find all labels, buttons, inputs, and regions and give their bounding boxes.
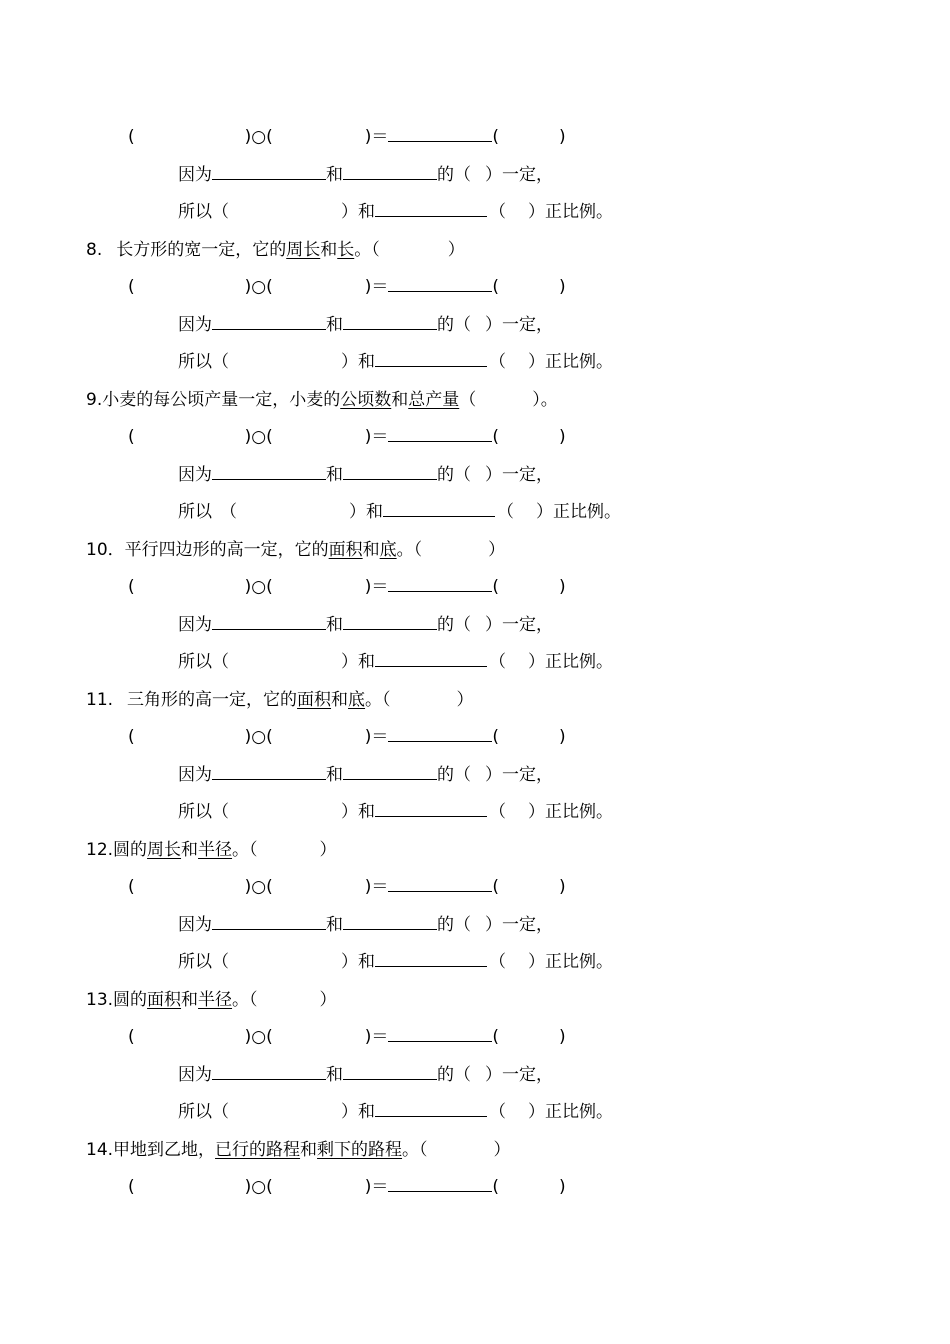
paren-open: ( [266,877,273,897]
because-label: 因为 [178,915,212,935]
paren-open: （ [489,352,506,372]
paren-open: ( [492,277,500,297]
answer-blank[interactable] [388,125,492,142]
question-12 [86,838,337,862]
paren-open: ( [128,127,135,147]
paren-close: ) [559,277,566,297]
paren-close: ） [485,1065,502,1085]
fixed-label: 一定， [502,465,553,485]
and-label: 和 [326,615,343,635]
underlined-term: 底 [348,690,366,710]
question-text: ） [319,990,337,1010]
so-label: 所以 [178,802,212,822]
so-label: 所以 [178,652,212,672]
underlined-term: 面积 [328,540,363,560]
paren-open: （ [212,952,229,972]
question-number: 13. [86,990,114,1010]
answer-blank[interactable] [212,763,326,780]
question-text: 和 [362,540,380,560]
question-number: 12. [86,840,114,860]
question-number: 11. [86,690,114,710]
paren-open: （ [212,352,229,372]
paren-close: ) [559,1027,566,1047]
equals-sign: ＝ [371,1177,389,1197]
answer-blank[interactable] [343,163,437,180]
paren-open: （ [489,202,506,222]
answer-blank[interactable] [375,1100,487,1117]
question-text: 。（ [232,990,258,1010]
question-text: 甲地到乙地， [113,1140,216,1160]
proportion-label: 正比例。 [545,952,613,972]
equation-row [128,575,566,599]
question-text: 三角形的高一定，它的 [127,690,298,710]
paren-close: ） [485,465,502,485]
equation-row [128,1025,566,1049]
underlined-term: 面积 [147,990,182,1010]
question-text: 。（ [396,540,423,560]
paren-close: ) [559,727,566,747]
equation-row [128,275,566,299]
paren-close: ） [341,352,358,372]
paren-close: ） [528,952,545,972]
question-number: 8. [86,240,103,260]
paren-open: ( [128,727,135,747]
equals-sign: ＝ [371,427,389,447]
proportion-label: 正比例。 [545,352,613,372]
paren-close: ） [528,802,545,822]
de-label: 的 [437,465,454,485]
equation-row [128,125,566,149]
paren-close: ) [559,427,566,447]
paren-close: ) [364,1177,372,1197]
underlined-term: 已行的路程 [215,1140,301,1160]
and-label: 和 [326,765,343,785]
paren-close: ） [528,652,545,672]
answer-blank[interactable] [375,800,487,817]
so-label: 所以 [178,202,212,222]
because-label: 因为 [178,615,212,635]
answer-blank[interactable] [343,313,437,330]
paren-open: （ [212,802,229,822]
paren-close: ) [364,127,372,147]
answer-blank[interactable] [343,613,437,630]
and-label: 和 [358,352,375,372]
proportion-label: 正比例。 [553,502,621,522]
paren-close: ） [341,952,358,972]
so-row [178,800,613,824]
equals-sign: ＝ [371,127,389,147]
de-label: 的 [437,915,454,935]
paren-close: ) [244,877,252,897]
equals-sign: ＝ [371,727,389,747]
paren-open: ( [266,127,273,147]
paren-open: （ [212,652,229,672]
paren-open: ( [128,427,135,447]
paren-close: ） [485,915,502,935]
answer-blank[interactable] [343,913,437,930]
question-text: 和 [181,840,199,860]
because-label: 因为 [178,315,212,335]
paren-open: （ [220,502,237,522]
question-text: ） [319,840,337,860]
de-label: 的 [437,1065,454,1085]
answer-blank[interactable] [212,613,326,630]
so-row [178,950,613,974]
question-text: ） [447,240,465,260]
and-label: 和 [366,502,383,522]
answer-blank[interactable] [375,200,487,217]
question-text: ）。 [532,390,558,410]
because-label: 因为 [178,465,212,485]
question-number: 9. [86,390,103,410]
underlined-term: 半径 [198,840,233,860]
underlined-term: 总产量 [408,390,460,410]
paren-close: ） [536,502,553,522]
question-14 [86,1138,511,1162]
question-text: 。（ [402,1140,428,1160]
de-label: 的 [437,615,454,635]
underlined-term: 半径 [198,990,233,1010]
and-label: 和 [358,202,375,222]
paren-open: （ [489,802,506,822]
paren-close: ) [364,727,372,747]
de-label: 的 [437,315,454,335]
paren-open: （ [489,952,506,972]
so-row [178,500,621,524]
paren-close: ） [485,315,502,335]
fixed-label: 一定， [502,765,553,785]
question-text: 。（ [354,240,380,260]
answer-blank[interactable] [388,1175,492,1192]
equals-sign: ＝ [371,577,389,597]
question-10 [86,538,505,562]
paren-open: （ [497,502,514,522]
paren-close: ) [559,577,566,597]
because-row [178,763,553,787]
paren-open: ( [492,1177,500,1197]
question-number: 10． [86,540,125,560]
and-label: 和 [358,802,375,822]
paren-close: ) [559,877,566,897]
de-label: 的 [437,165,454,185]
because-row [178,313,553,337]
fixed-label: 一定， [502,315,553,335]
paren-open: ( [266,727,273,747]
answer-blank[interactable] [343,1063,437,1080]
so-row [178,650,613,674]
question-text: 小麦的每公顷产量一定，小麦的 [102,390,341,410]
because-label: 因为 [178,765,212,785]
so-label: 所以 [178,1102,212,1122]
answer-blank[interactable] [388,275,492,292]
because-row [178,463,553,487]
equation-row [128,875,566,899]
paren-close: ） [349,502,366,522]
so-row [178,350,613,374]
paren-close: ) [244,1177,252,1197]
paren-close: ) [364,427,372,447]
paren-close: ) [244,127,252,147]
equals-sign: ＝ [371,277,389,297]
answer-blank[interactable] [212,313,326,330]
paren-close: ) [244,727,252,747]
paren-open: （ [454,1065,471,1085]
underlined-term: 公顷数 [340,390,392,410]
answer-blank[interactable] [388,575,492,592]
paren-close: ） [528,202,545,222]
paren-open: （ [489,652,506,672]
paren-close: ) [559,1177,566,1197]
paren-open: ( [128,1027,135,1047]
answer-blank[interactable] [212,463,326,480]
answer-blank[interactable] [212,913,326,930]
paren-close: ） [341,1102,358,1122]
underlined-term: 周长 [286,240,321,260]
paren-open: ( [492,877,500,897]
paren-open: （ [489,1102,506,1122]
paren-open: （ [212,202,229,222]
paren-close: ） [485,165,502,185]
paren-open: ( [492,427,500,447]
paren-close: ） [341,802,358,822]
operator-circle: ○ [251,577,267,597]
paren-open: （ [454,315,471,335]
question-text: 圆的 [113,990,148,1010]
fixed-label: 一定， [502,165,553,185]
question-text: 和 [331,690,349,710]
paren-open: ( [128,277,135,297]
paren-close: ） [485,765,502,785]
question-9 [86,388,558,412]
question-text: 。（ [232,840,258,860]
and-label: 和 [326,915,343,935]
and-label: 和 [358,1102,375,1122]
paren-open: ( [266,277,273,297]
question-text: 长方形的宽一定，它的 [116,240,287,260]
underlined-term: 面积 [297,690,332,710]
fixed-label: 一定， [502,915,553,935]
paren-close: ) [364,577,372,597]
paren-open: ( [266,1177,273,1197]
de-label: 的 [437,765,454,785]
equation-row [128,1175,566,1199]
paren-open: ( [492,727,500,747]
question-11 [86,688,474,712]
paren-open: ( [128,877,135,897]
question-text: ） [493,1140,511,1160]
paren-open: （ [454,615,471,635]
paren-close: ） [341,652,358,672]
paren-close: ) [364,277,372,297]
paren-close: ) [364,1027,372,1047]
underlined-term: 底 [379,540,397,560]
paren-open: ( [492,1027,500,1047]
because-row [178,1063,553,1087]
paren-open: ( [266,427,273,447]
question-text: 。（ [365,690,391,710]
question-13 [86,988,337,1012]
paren-open: （ [454,465,471,485]
and-label: 和 [358,652,375,672]
so-label: 所以 [178,502,212,522]
proportion-label: 正比例。 [545,652,613,672]
answer-blank[interactable] [388,875,492,892]
paren-open: ( [492,127,500,147]
answer-blank[interactable] [343,463,437,480]
answer-blank[interactable] [375,950,487,967]
operator-circle: ○ [251,1177,267,1197]
question-text: ） [456,690,474,710]
paren-close: ） [485,615,502,635]
paren-open: （ [454,165,471,185]
question-text: 和 [181,990,199,1010]
paren-open: ( [266,577,273,597]
paren-open: ( [128,1177,135,1197]
question-text: 和 [300,1140,318,1160]
answer-blank[interactable] [375,650,487,667]
equals-sign: ＝ [371,1027,389,1047]
paren-close: ) [244,577,252,597]
because-row [178,913,553,937]
answer-blank[interactable] [212,163,326,180]
paren-close: ) [244,1027,252,1047]
so-label: 所以 [178,952,212,972]
paren-close: ) [244,277,252,297]
so-label: 所以 [178,352,212,372]
answer-blank[interactable] [343,763,437,780]
paren-close: ) [364,877,372,897]
question-text: 圆的 [113,840,148,860]
underlined-term: 剩下的路程 [317,1140,403,1160]
and-label: 和 [326,165,343,185]
fixed-label: 一定， [502,1065,553,1085]
operator-circle: ○ [251,427,267,447]
and-label: 和 [358,952,375,972]
paren-open: （ [212,1102,229,1122]
paren-open: ( [492,577,500,597]
question-text: 和 [391,390,409,410]
question-8 [86,238,465,262]
paren-close: ) [244,427,252,447]
operator-circle: ○ [251,277,267,297]
answer-blank[interactable] [388,425,492,442]
operator-circle: ○ [251,127,267,147]
equation-row [128,425,566,449]
because-label: 因为 [178,1065,212,1085]
because-row [178,613,553,637]
question-text: 平行四边形的高一定，它的 [124,540,329,560]
paren-open: （ [454,765,471,785]
paren-open: ( [266,1027,273,1047]
because-row [178,163,553,187]
answer-blank[interactable] [388,725,492,742]
and-label: 和 [326,1065,343,1085]
question-number: 14. [86,1140,114,1160]
and-label: 和 [326,315,343,335]
operator-circle: ○ [251,1027,267,1047]
underlined-term: 周长 [147,840,182,860]
underlined-term: 长 [337,240,355,260]
question-text: 和 [320,240,338,260]
so-row [178,1100,613,1124]
paren-open: ( [128,577,135,597]
paren-close: ） [528,1102,545,1122]
so-row [178,200,613,224]
paren-close: ） [341,202,358,222]
answer-blank[interactable] [375,350,487,367]
proportion-label: 正比例。 [545,802,613,822]
paren-close: ) [559,127,566,147]
because-label: 因为 [178,165,212,185]
and-label: 和 [326,465,343,485]
proportion-label: 正比例。 [545,1102,613,1122]
operator-circle: ○ [251,727,267,747]
question-text: ） [488,540,506,560]
paren-open: （ [454,915,471,935]
answer-blank[interactable] [212,1063,326,1080]
fixed-label: 一定， [502,615,553,635]
equation-row [128,725,566,749]
equals-sign: ＝ [371,877,389,897]
question-text: （ [459,390,477,410]
proportion-label: 正比例。 [545,202,613,222]
paren-close: ） [528,352,545,372]
answer-blank[interactable] [388,1025,492,1042]
answer-blank[interactable] [383,500,495,517]
operator-circle: ○ [251,877,267,897]
